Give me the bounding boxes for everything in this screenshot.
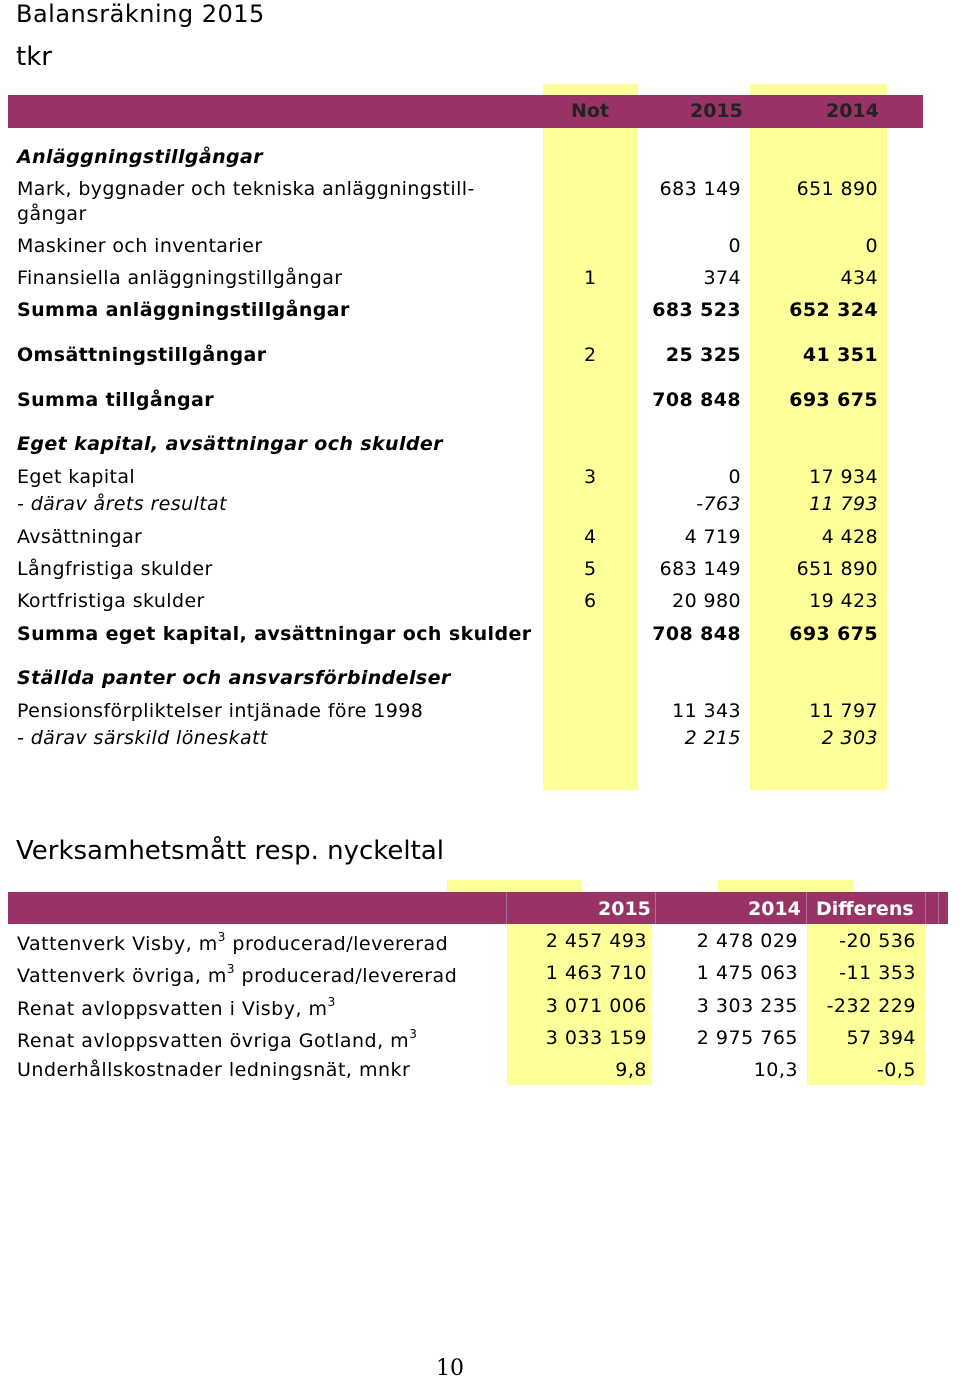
value-2014: 693 675 (789, 389, 878, 411)
note-ref: 5 (584, 558, 597, 580)
unit-label: tkr (16, 42, 52, 72)
header-2014: 2014 (826, 100, 879, 122)
metric-value-2014: 3 303 235 (696, 995, 798, 1017)
metric-value-2014: 10,3 (753, 1059, 798, 1081)
metric-value-diff: -11 353 (839, 962, 916, 984)
metric-value-diff: -0,5 (876, 1059, 916, 1081)
metric-value-2015: 2 457 493 (545, 930, 647, 952)
value-2015: 20 980 (672, 590, 741, 612)
metric-label: Renat avloppsvatten i Visby, $m^3$ (17, 995, 336, 1020)
value-2015: 374 (703, 267, 741, 289)
value-2015: 11 343 (672, 700, 741, 722)
value-2015: 4 719 (684, 526, 741, 548)
row-label: Långfristiga skulder (17, 558, 213, 580)
row-label: Mark, byggnader och tekniska anläggningstill- (17, 178, 475, 200)
metrics-header-2015: 2015 (598, 898, 651, 920)
row-label: Kortfristiga skulder (17, 590, 205, 612)
row-label-sum: Summa tillgångar (17, 389, 215, 411)
header-divider (938, 892, 939, 924)
row-label-sum: Omsättningstillgångar (17, 344, 267, 366)
metrics-title: Verksamhetsmått resp. nyckeltal (16, 836, 444, 866)
metric-label: Vattenverk övriga, $m^3$ producerad/levererad (17, 962, 458, 987)
metrics-header-diff: Differens (816, 898, 914, 920)
value-2015: 2 215 (684, 727, 741, 749)
note-ref: 1 (584, 267, 597, 289)
row-label: Finansiella anläggningstillgångar (17, 267, 343, 289)
section-heading: Ställda panter och ansvarsförbindelser (17, 667, 451, 689)
header-divider (506, 892, 507, 924)
note-ref: 2 (584, 344, 597, 366)
value-2014: 19 423 (809, 590, 878, 612)
value-2014: 11 797 (809, 700, 878, 722)
note-ref: 3 (584, 466, 597, 488)
metrics-header-2014: 2014 (748, 898, 801, 920)
column-tab-highlight (447, 880, 582, 892)
metric-label: Renat avloppsvatten övriga Gotland, $m^3$ (17, 1027, 418, 1052)
page-number: 10 (436, 1356, 464, 1381)
metric-label: Underhållskostnader ledningsnät, mnkr (17, 1059, 411, 1081)
metric-value-2015: 9,8 (615, 1059, 647, 1081)
header-2015: 2015 (690, 100, 743, 122)
value-2014: 651 890 (796, 178, 878, 200)
value-2014: 652 324 (789, 299, 878, 321)
section-heading: Eget kapital, avsättningar och skulder (17, 433, 443, 455)
value-2014: 11 793 (809, 493, 878, 515)
metric-value-2015: 3 033 159 (545, 1027, 647, 1049)
note-ref: 4 (584, 526, 597, 548)
row-label: Pensionsförpliktelser intjänade före 1998 (17, 700, 424, 722)
value-2014: 2 303 (821, 727, 878, 749)
balance-header-bar (8, 95, 923, 128)
value-2014: 434 (840, 267, 878, 289)
column-tab-highlight (718, 880, 853, 892)
value-2015: 683 149 (659, 558, 741, 580)
metric-value-diff: -232 229 (826, 995, 916, 1017)
page-title: Balansräkning 2015 (16, 0, 265, 28)
metric-value-2015: 3 071 006 (545, 995, 647, 1017)
row-label-cont: gångar (17, 203, 87, 225)
value-2015: 25 325 (665, 344, 741, 366)
value-2015: 683 149 (659, 178, 741, 200)
note-ref: 6 (584, 590, 597, 612)
metric-value-2015: 1 463 710 (545, 962, 647, 984)
row-label: Avsättningar (17, 526, 143, 548)
row-label: - därav särskild löneskatt (17, 727, 268, 749)
metric-value-diff: -20 536 (839, 930, 916, 952)
metric-value-2014: 1 475 063 (696, 962, 798, 984)
header-not: Not (571, 100, 610, 122)
value-2014: 0 (865, 235, 878, 257)
value-2014: 651 890 (796, 558, 878, 580)
row-label-sum: Summa eget kapital, avsättningar och skulder (17, 623, 532, 645)
value-2014: 693 675 (789, 623, 878, 645)
value-2014: 4 428 (821, 526, 878, 548)
value-2015: 0 (728, 235, 741, 257)
metric-value-2014: 2 975 765 (696, 1027, 798, 1049)
header-divider (806, 892, 807, 924)
header-divider (925, 892, 926, 924)
value-2014: 41 351 (802, 344, 878, 366)
row-label: Eget kapital (17, 466, 136, 488)
value-2015: -763 (696, 493, 741, 515)
value-2015: 683 523 (652, 299, 741, 321)
row-label-sum: Summa anläggningstillgångar (17, 299, 350, 321)
metric-value-2014: 2 478 029 (696, 930, 798, 952)
metric-label: Vattenverk Visby, $m^3$ producerad/levererad (17, 930, 449, 955)
metrics-header-bar (8, 892, 948, 924)
value-2015: 708 848 (652, 623, 741, 645)
section-heading: Anläggningstillgångar (17, 146, 264, 168)
value-2015: 0 (728, 466, 741, 488)
metric-value-diff: 57 394 (846, 1027, 916, 1049)
value-2015: 708 848 (652, 389, 741, 411)
row-label: Maskiner och inventarier (17, 235, 263, 257)
value-2014: 17 934 (809, 466, 878, 488)
row-label: - därav årets resultat (17, 493, 227, 515)
header-divider (655, 892, 656, 924)
